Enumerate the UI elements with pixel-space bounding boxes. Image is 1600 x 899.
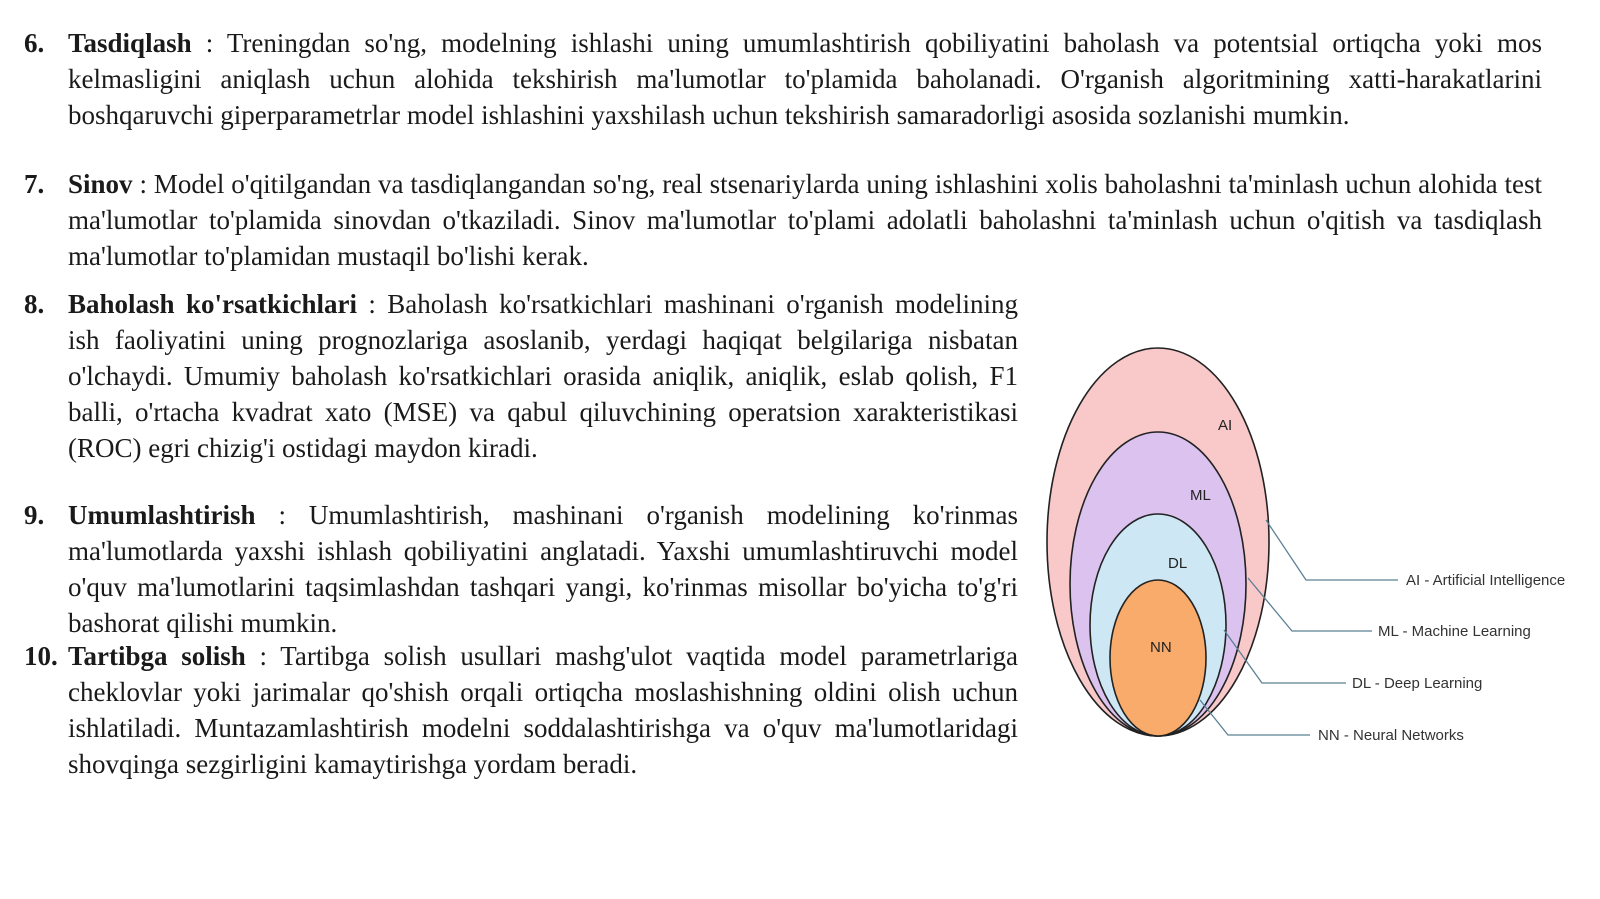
list-item-6 xyxy=(0,25,1542,133)
ai-label: AI xyxy=(1218,417,1233,434)
item-number: 9. xyxy=(24,500,45,530)
item-text: : Model o'qitilgandan va tasdiqlangandan so'ng, real stsenariylarda uning ishlashini xolis baholashni ta'minlash uchun alohida test ma'lumotlar to'plamida sinovdan o'tkaziladi. Sinov ma'lumotlar to'plami adolatli baholashni ta'minlash uchun o'qitish va tasdiqlash ma'lumotlar to'plamidan mustaqil bo'lishi kerak. xyxy=(68,169,1542,271)
item-number: 8. xyxy=(24,289,45,319)
nn-ellipse xyxy=(1110,580,1206,736)
item-body xyxy=(68,286,1018,466)
item-number: 7. xyxy=(24,169,45,199)
ml-label: ML xyxy=(1190,487,1211,504)
item-term: Tartibga solish xyxy=(68,641,246,671)
item-text: : Treningdan so'ng, modelning ishlashi uning umumlashtirish qobiliyatini baholash va potentsial ortiqcha yoki mos kelmasligini aniqlash uchun alohida tekshirish ma'lumotlar to'plamida baholanadi. O'rganish algoritmining xatti-harakatlarini boshqaruvchi giperparametrlar model ishlashini yaxshilash uchun tekshirish samaradorligi asosida sozlanishi mumkin. xyxy=(68,28,1542,130)
list-item-7 xyxy=(0,166,1542,274)
item-text: : Umumlashtirish, mashinani o'rganish modelining ko'rinmas ma'lumotlarda yaxshi ishlash qobiliyatini anglatadi. Yaxshi umumlashtiruvchi model o'quv ma'lumotlarini taqsimlashdan tashqari yangi, ko'rinmas misollar bo'yicha to'g'ri bashorat qilishi mumkin. xyxy=(68,500,1018,638)
ml-legend-label: ML - Machine Learning xyxy=(1378,623,1531,640)
item-number: 6. xyxy=(24,28,45,58)
item-text: : Baholash ko'rsatkichlari mashinani o'rganish modelining ish faoliyatini uning prognozlariga asoslanib, yerdagi haqiqat belgilariga nisbatan o'lchaydi. Umumiy baholash ko'rsatkichlari orasida aniqlik, aniqlik, eslab qolish, F1 balli, o'rtacha kvadrat xato (MSE) va qabul qiluvchining operatsion xarakteristikasi (ROC) egri chizig'i ostidagi maydon kiradi. xyxy=(68,289,1018,463)
item-body xyxy=(68,638,1018,782)
nn-label: NN xyxy=(1150,639,1172,656)
item-term: Umumlashtirish xyxy=(68,500,256,530)
dl-label: DL xyxy=(1168,555,1188,572)
list-item-9 xyxy=(0,497,1018,641)
item-term: Tasdiqlash xyxy=(68,28,192,58)
item-number: 10. xyxy=(24,641,58,671)
dl-legend-label: DL - Deep Learning xyxy=(1352,675,1483,692)
item-body xyxy=(68,497,1018,641)
item-term: Sinov xyxy=(68,169,133,199)
ai-legend-label: AI - Artificial Intelligence xyxy=(1406,572,1566,589)
item-text: : Tartibga solish usullari mashg'ulot vaqtida model parametrlariga cheklovlar yoki jarimalar qo'shish orqali ortiqcha moslashishning oldini olish uchun ishlatiladi. Muntazamlashtirish modelni soddalashtirishga va o'quv ma'lumotlaridagi shovqinga sezgirligini kamaytirishga yordam beradi. xyxy=(68,641,1018,779)
list-item-10 xyxy=(0,638,1018,782)
list-item-8 xyxy=(0,286,1018,466)
nested-ellipses-svg xyxy=(1040,330,1580,760)
ai-leader-line xyxy=(1266,520,1398,580)
ai-ml-dl-nn-diagram xyxy=(1040,330,1580,760)
item-body xyxy=(68,25,1542,133)
nn-legend-label: NN - Neural Networks xyxy=(1318,727,1464,744)
item-body xyxy=(68,166,1542,274)
item-term: Baholash ko'rsatkichlari xyxy=(68,289,357,319)
